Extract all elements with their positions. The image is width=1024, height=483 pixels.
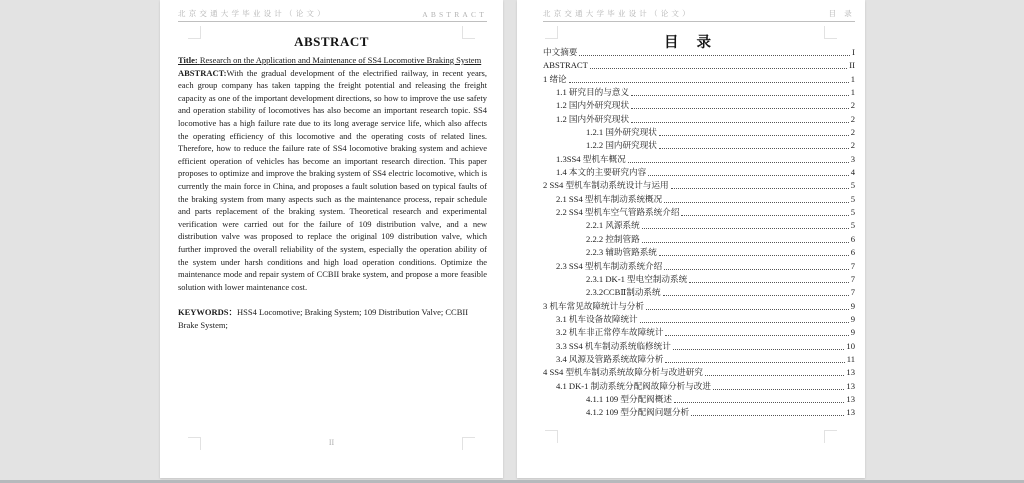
keywords-label: KEYWORDS： bbox=[178, 307, 238, 318]
toc-entry-page: 13 bbox=[846, 393, 855, 404]
toc-entry[interactable] bbox=[543, 393, 855, 406]
toc-leader-dots bbox=[569, 73, 849, 83]
toc-entry[interactable] bbox=[543, 366, 855, 379]
toc-leader-dots bbox=[659, 126, 849, 136]
toc-entry-label: 1.2 国内外研究现状 bbox=[556, 100, 630, 111]
toc-entry-page: 1 bbox=[850, 87, 855, 98]
toc-entry-page: 5 bbox=[850, 207, 855, 218]
toc-leader-dots bbox=[671, 179, 849, 189]
toc-entry-page: 9 bbox=[850, 300, 855, 311]
toc-entry-page: 6 bbox=[850, 233, 855, 244]
toc-entry-label: 1.2.1 国外研究现状 bbox=[586, 127, 657, 138]
toc-entry[interactable] bbox=[543, 246, 855, 259]
toc-leader-dots bbox=[689, 273, 848, 283]
toc-leader-dots bbox=[642, 219, 849, 229]
toc-entry[interactable] bbox=[543, 166, 855, 179]
toc-leader-dots bbox=[665, 353, 844, 363]
toc-entry-page: 9 bbox=[850, 313, 855, 324]
toc-page-title: 目 录 bbox=[663, 35, 719, 51]
toc-list bbox=[543, 46, 855, 420]
toc-entry-label: 4.1 DK-1 制动系统分配阀故障分析与改进 bbox=[556, 380, 711, 391]
toc-leader-dots bbox=[631, 113, 849, 123]
header-section-text: 目 录 bbox=[828, 9, 855, 18]
toc-entry-page: 2 bbox=[850, 127, 855, 138]
toc-entry-page: I bbox=[852, 47, 855, 57]
toc-entry[interactable] bbox=[543, 273, 855, 286]
toc-entry-page: II bbox=[849, 60, 855, 71]
toc-entry-label: 2.2.3 辅助管路系统 bbox=[586, 247, 657, 258]
toc-entry-page: 10 bbox=[846, 340, 855, 351]
toc-entry-page: 5 bbox=[850, 180, 855, 191]
toc-entry-page: 13 bbox=[846, 367, 855, 378]
header-school-text: 北京交通大学毕业设计（论文） bbox=[543, 9, 693, 18]
toc-entry-page: 7 bbox=[850, 287, 855, 298]
toc-entry-page: 7 bbox=[850, 273, 855, 284]
title-label: Title: bbox=[178, 55, 198, 65]
thesis-title-line[interactable] bbox=[178, 54, 487, 67]
toc-entry[interactable] bbox=[543, 406, 855, 419]
page-header bbox=[178, 8, 487, 22]
keywords-text: HSS4 Locomotive; Braking System; 109 Distribution Valve; CCBII Brake System; bbox=[178, 307, 469, 330]
abstract-text: With the gradual development of the electrified railway, in recent years, each group company has taken tapping the freight potential and releasing the freight capacity as one of the important development directions, so how to improve the use safety and operation stability of locomotives has also become an important research topic. SS4 locomotive has a high failure rate due to its long average service life, which also affects the operating efficiency of this locomotive and the operating costs of related lines. Therefore, how to reduce the failure rate of SS4 locomotive braking system and achieve efficient operation of vehicles has become an important research direction. This paper proposes to optimize and improve the braking system of SS4 electric locomotive, which is currently the main force in China, and proposes a fault solution based on typical faults of the braking system from many aspects such as the maintenance process, repair schedule and parts replacement of the braking system. Theoretical research and experimental verification were carried out for the failure of 109 distribution valve, and a new distribution valve was proposed to replace the original 109 distribution valve, which further improved the overall reliability of the system, especially the operation ability of the system under harsh conditions and high load operation conditions. Optimize the maintenance mode and repair system of CCBII brake system, and propose a more feasible solution with lower maintenance cost. bbox=[178, 67, 487, 292]
toc-entry-label: 2.3.1 DK-1 型电空制动系统 bbox=[586, 273, 688, 284]
toc-leader-dots bbox=[713, 380, 844, 390]
toc-entry-page: 7 bbox=[850, 260, 855, 271]
toc-entry-page: 13 bbox=[846, 407, 855, 418]
toc-entry-label: 4 SS4 型机车制动系统故障分析与改进研究 bbox=[543, 367, 703, 378]
toc-entry-label: 3.4 风源及管路系统故障分析 bbox=[556, 353, 664, 364]
toc-entry[interactable] bbox=[543, 99, 855, 112]
toc-leader-dots bbox=[674, 393, 844, 403]
toc-entry[interactable] bbox=[543, 380, 855, 393]
toc-leader-dots bbox=[628, 153, 849, 163]
toc-entry[interactable] bbox=[543, 59, 855, 72]
toc-leader-dots bbox=[648, 166, 848, 176]
margin-corner-mark bbox=[824, 430, 837, 443]
page-number-footer: II bbox=[328, 438, 335, 447]
toc-entry[interactable] bbox=[543, 113, 855, 126]
toc-entry-label: 1 绪论 bbox=[543, 73, 567, 84]
toc-leader-dots bbox=[663, 286, 849, 296]
abstract-paragraph[interactable] bbox=[178, 67, 487, 294]
toc-entry-page: 5 bbox=[850, 220, 855, 231]
toc-entry-label: 1.2 国内外研究现状 bbox=[556, 113, 630, 124]
toc-entry-label: 2 SS4 型机车制动系统设计与运用 bbox=[543, 180, 669, 191]
toc-entry[interactable] bbox=[543, 193, 855, 206]
toc-entry-page: 11 bbox=[846, 353, 855, 364]
header-section-text: ABSTRACT bbox=[422, 10, 487, 19]
margin-corner-mark bbox=[545, 430, 558, 443]
toc-entry-label: 2.3 SS4 型机车制动系统介绍 bbox=[556, 260, 663, 271]
toc-entry-label: 2.2.1 风源系统 bbox=[586, 220, 640, 231]
toc-leader-dots bbox=[673, 340, 845, 350]
abstract-label: ABSTRACT: bbox=[178, 67, 227, 78]
toc-entry-label: 2.2.2 控制管路 bbox=[586, 233, 640, 244]
page-toc[interactable] bbox=[517, 0, 865, 478]
toc-entry-page: 1 bbox=[850, 73, 855, 84]
toc-entry-page: 2 bbox=[850, 140, 855, 151]
toc-entry-label: 3.1 机车设备故障统计 bbox=[556, 313, 638, 324]
toc-entry[interactable] bbox=[543, 340, 855, 353]
toc-entry[interactable] bbox=[543, 219, 855, 232]
toc-leader-dots bbox=[665, 326, 848, 336]
toc-leader-dots bbox=[590, 59, 847, 69]
toc-entry-label: 3.3 SS4 机车制动系统临修统计 bbox=[556, 340, 671, 351]
toc-leader-dots bbox=[579, 46, 850, 56]
toc-leader-dots bbox=[646, 300, 849, 310]
thesis-title-text: Research on the Application and Maintenance of SS4 Locomotive Braking System bbox=[199, 55, 482, 65]
toc-entry-page: 2 bbox=[850, 113, 855, 124]
toc-leader-dots bbox=[631, 86, 849, 96]
toc-leader-dots bbox=[640, 313, 849, 323]
toc-entry-page: 9 bbox=[850, 327, 855, 338]
toc-leader-dots bbox=[681, 206, 848, 216]
toc-leader-dots bbox=[659, 139, 849, 149]
toc-entry-label: 1.3SS4 型机车概况 bbox=[556, 153, 626, 164]
header-school-text: 北京交通大学毕业设计（论文） bbox=[178, 9, 328, 18]
toc-entry-page: 13 bbox=[846, 380, 855, 391]
toc-entry[interactable] bbox=[543, 153, 855, 166]
toc-entry-label: 4.1.1 109 型分配阀概述 bbox=[586, 393, 672, 404]
abstract-page-title: ABSTRACT bbox=[294, 34, 369, 49]
toc-leader-dots bbox=[705, 366, 844, 376]
toc-entry[interactable] bbox=[543, 126, 855, 139]
toc-entry[interactable] bbox=[543, 86, 855, 99]
abstract-body[interactable] bbox=[178, 54, 487, 331]
toc-entry-label: 1.4 本文的主要研究内容 bbox=[556, 167, 647, 178]
toc-entry-label: ABSTRACT bbox=[543, 60, 588, 71]
toc-entry-label: 2.2 SS4 型机车空气管路系统介绍 bbox=[556, 207, 680, 218]
toc-entry-page: 5 bbox=[850, 193, 855, 204]
toc-leader-dots bbox=[664, 193, 848, 203]
keywords-paragraph[interactable] bbox=[178, 306, 487, 331]
toc-entry-label: 3.2 机车非正常停车故障统计 bbox=[556, 327, 664, 338]
toc-entry-label: 1.1 研究目的与意义 bbox=[556, 87, 630, 98]
toc-entry-label: 4.1.2 109 型分配阀问题分析 bbox=[586, 407, 690, 418]
toc-entry[interactable] bbox=[543, 286, 855, 299]
toc-entry-page: 4 bbox=[850, 167, 855, 178]
toc-entry[interactable] bbox=[543, 326, 855, 339]
toc-entry[interactable] bbox=[543, 73, 855, 86]
toc-entry-label: 2.1 SS4 型机车制动系统概况 bbox=[556, 193, 663, 204]
toc-entry[interactable] bbox=[543, 260, 855, 273]
toc-entry-label: 2.3.2CCBⅡ制动系统 bbox=[586, 287, 661, 298]
toc-entry[interactable] bbox=[543, 139, 855, 152]
toc-entry-page: 3 bbox=[850, 153, 855, 164]
page-header bbox=[543, 8, 855, 22]
page-abstract[interactable] bbox=[160, 0, 503, 478]
toc-entry[interactable] bbox=[543, 313, 855, 326]
toc-leader-dots bbox=[691, 406, 844, 416]
toc-leader-dots bbox=[659, 246, 849, 256]
toc-entry[interactable] bbox=[543, 46, 855, 59]
toc-entry-page: 2 bbox=[850, 100, 855, 111]
toc-entry[interactable] bbox=[543, 179, 855, 192]
toc-entry[interactable] bbox=[543, 353, 855, 366]
toc-leader-dots bbox=[642, 233, 849, 243]
toc-entry-label: 3 机车常见故障统计与分析 bbox=[543, 300, 644, 311]
toc-entry-label: 中文摘要 bbox=[543, 47, 578, 57]
toc-entry-page: 6 bbox=[850, 247, 855, 258]
toc-entry[interactable] bbox=[543, 300, 855, 313]
toc-leader-dots bbox=[664, 260, 848, 270]
toc-entry[interactable] bbox=[543, 206, 855, 219]
toc-entry[interactable] bbox=[543, 233, 855, 246]
toc-entry-label: 1.2.2 国内研究现状 bbox=[586, 140, 657, 151]
toc-leader-dots bbox=[631, 99, 849, 109]
